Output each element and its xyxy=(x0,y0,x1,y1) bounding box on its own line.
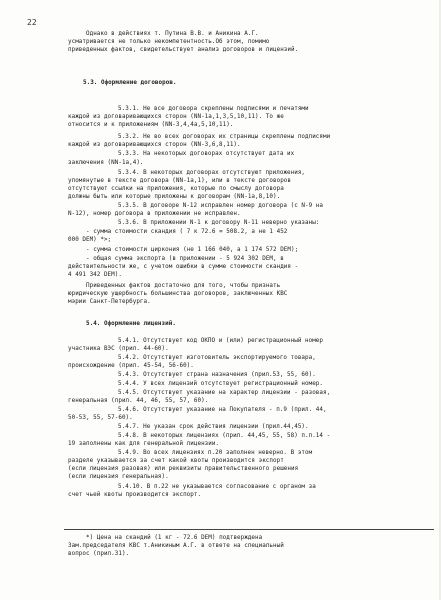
paragraph-line: - сумма стоимости циркония (не 1 166 040, а 1 174 572 DEM); xyxy=(86,247,299,253)
footnote-line: *) Цена на скандий (1 кг - 72.6 DEM) подтверждена xyxy=(86,535,263,541)
paragraph-line: 5.4.6. Отсутствует указание на Покупателя - п.9 (прил. 44, xyxy=(118,407,327,413)
paragraph-line: Приведенных фактов достаточно для того, чтобы признать xyxy=(86,283,281,289)
paragraph-line: N-12), номер договора в приложении не исправлен. xyxy=(68,211,241,217)
paragraph-line: - сумма стоимости скандия ( 7 к 72.6 = 508.2, а не 1 452 xyxy=(86,229,288,235)
page-number: 22 xyxy=(27,18,37,27)
paragraph-line: 5.4.3. Отсутствует страна назначения (прил.53, 55, 60). xyxy=(118,372,316,378)
paragraph-line: 5.4.7. Не указан срок действия лицензии (прил.44,45). xyxy=(118,424,309,430)
paragraph-line: относится и к приложениям (NN-3,4,4а,5,10,11). xyxy=(68,122,234,128)
paragraph-line: - общая сумма экспорта (в приложении - 5 924 302 DEM, в xyxy=(86,256,284,262)
paragraph-line: упомянутые в тексте договора (NN-1а,1), или в тексте договоров xyxy=(68,178,291,184)
paragraph-line: отсутствуют ссылки на приложения, которые по смыслу договора xyxy=(68,186,284,192)
intro-line: усматривается не только некомпетентность.Об этом, помимо xyxy=(68,39,270,45)
section-heading-5-4: 5.4. Оформление лицензий. xyxy=(86,321,176,327)
paragraph-line: (если лицензия разовая) или реквизиты правительственного решения xyxy=(68,466,299,472)
paragraph-line: 5.3.4. В некоторых договорах отсутствуют приложения, xyxy=(118,170,306,176)
paragraph-line: 5.4.1. Отсутствует код ОКПО и (или) регистрационный номер xyxy=(118,338,323,344)
paragraph-line: 50-53, 55, 57-60). xyxy=(68,415,133,421)
paragraph-line: заключения (NN-1а,4). xyxy=(68,160,144,166)
paragraph-line: 19 заполнены как для генеральной лицензии. xyxy=(68,441,220,447)
paragraph-line: 4 491 342 DEM). xyxy=(68,272,122,278)
paragraph-line: происхождение (прил. 45-54, 56-60). xyxy=(68,363,194,369)
paragraph-line: счет чьей квоты производится экспорт. xyxy=(68,492,202,498)
paragraph-line: 000 DEM) *>; xyxy=(68,237,112,243)
paragraph-line: должны быть или которые приложены к договорам (NN-1а,8,10). xyxy=(68,194,281,200)
intro-line: Однако в действиях т. Путина В.В. и Аникина А.Г. xyxy=(86,31,259,37)
paragraph-line: 5.4.2. Отсутствует изготовитель экспортируемого товара, xyxy=(118,355,316,361)
paragraph-line: действительности же, с учетом ошибки в сумме стоимости скандия - xyxy=(68,264,299,270)
paragraph-line: 5.4.8. В некоторых лицензиях (прил. 44,45, 55, 58) п.п.14 - xyxy=(118,433,331,439)
paragraph-line: каждой из договаривающихся сторон (NN-1а,1,3,5,10,11). То же xyxy=(68,114,284,120)
paragraph-line: разделе указывается за счет какой квоты производится экспорт xyxy=(68,458,284,464)
paragraph-line: 5.3.1. Не все договора скреплены подписями и печатями xyxy=(118,106,309,112)
paragraph-line: 5.3.5. В договоре N-12 исправлен номер договора (с N-9 на xyxy=(118,203,323,209)
paragraph-line: 5.4.10. В п.22 не указывается согласование с органом за xyxy=(118,484,316,490)
paragraph-line: 5.4.4. У всех лицензий отсутствует регистрационный номер. xyxy=(118,381,323,387)
intro-line: приведенных фактов, свидетельствует анализ договоров и лицензий. xyxy=(68,47,299,53)
paragraph-line: 5.3.3. На некоторых договорах отсутствует дата их xyxy=(118,151,295,157)
paragraph-line: мэрии Санкт-Петербурга. xyxy=(68,299,151,305)
paragraph-line: (если лицензия генеральная). xyxy=(68,474,169,480)
paragraph-line: 5.4.9. Во всех лицензиях п.20 заполнен неверно. В этом xyxy=(118,450,313,456)
paragraph-line: 5.3.2. Не во всех договорах их страницы скреплены подписями xyxy=(118,134,331,140)
paragraph-line: 5.3.6. В приложении N-1 к договору N-11 неверно указаны: xyxy=(118,220,320,226)
footnote-line: Зам.председателя КВС т.Аникиным А.Г. в ответе на специальный xyxy=(68,543,284,549)
footnote-separator xyxy=(64,529,434,530)
paragraph-line: участника ВЭС (прил. 44-60). xyxy=(68,346,169,352)
paragraph-line: юридическую ущербность большинства договоров, заключенных КВС xyxy=(68,291,288,297)
footnote-line: вопрос (прил.31). xyxy=(68,551,130,557)
paragraph-line: 5.4.5. Отсутствует указание на характер лицензии - разовая, xyxy=(118,390,331,396)
paragraph-line: генеральная (прил. 44, 46, 55, 57, 60). xyxy=(68,398,209,404)
section-heading-5-3: 5.3. Оформление договоров. xyxy=(83,80,177,86)
paragraph-line: каждой из договаривающихся сторон (NN-3,6,8,11). xyxy=(68,142,241,148)
